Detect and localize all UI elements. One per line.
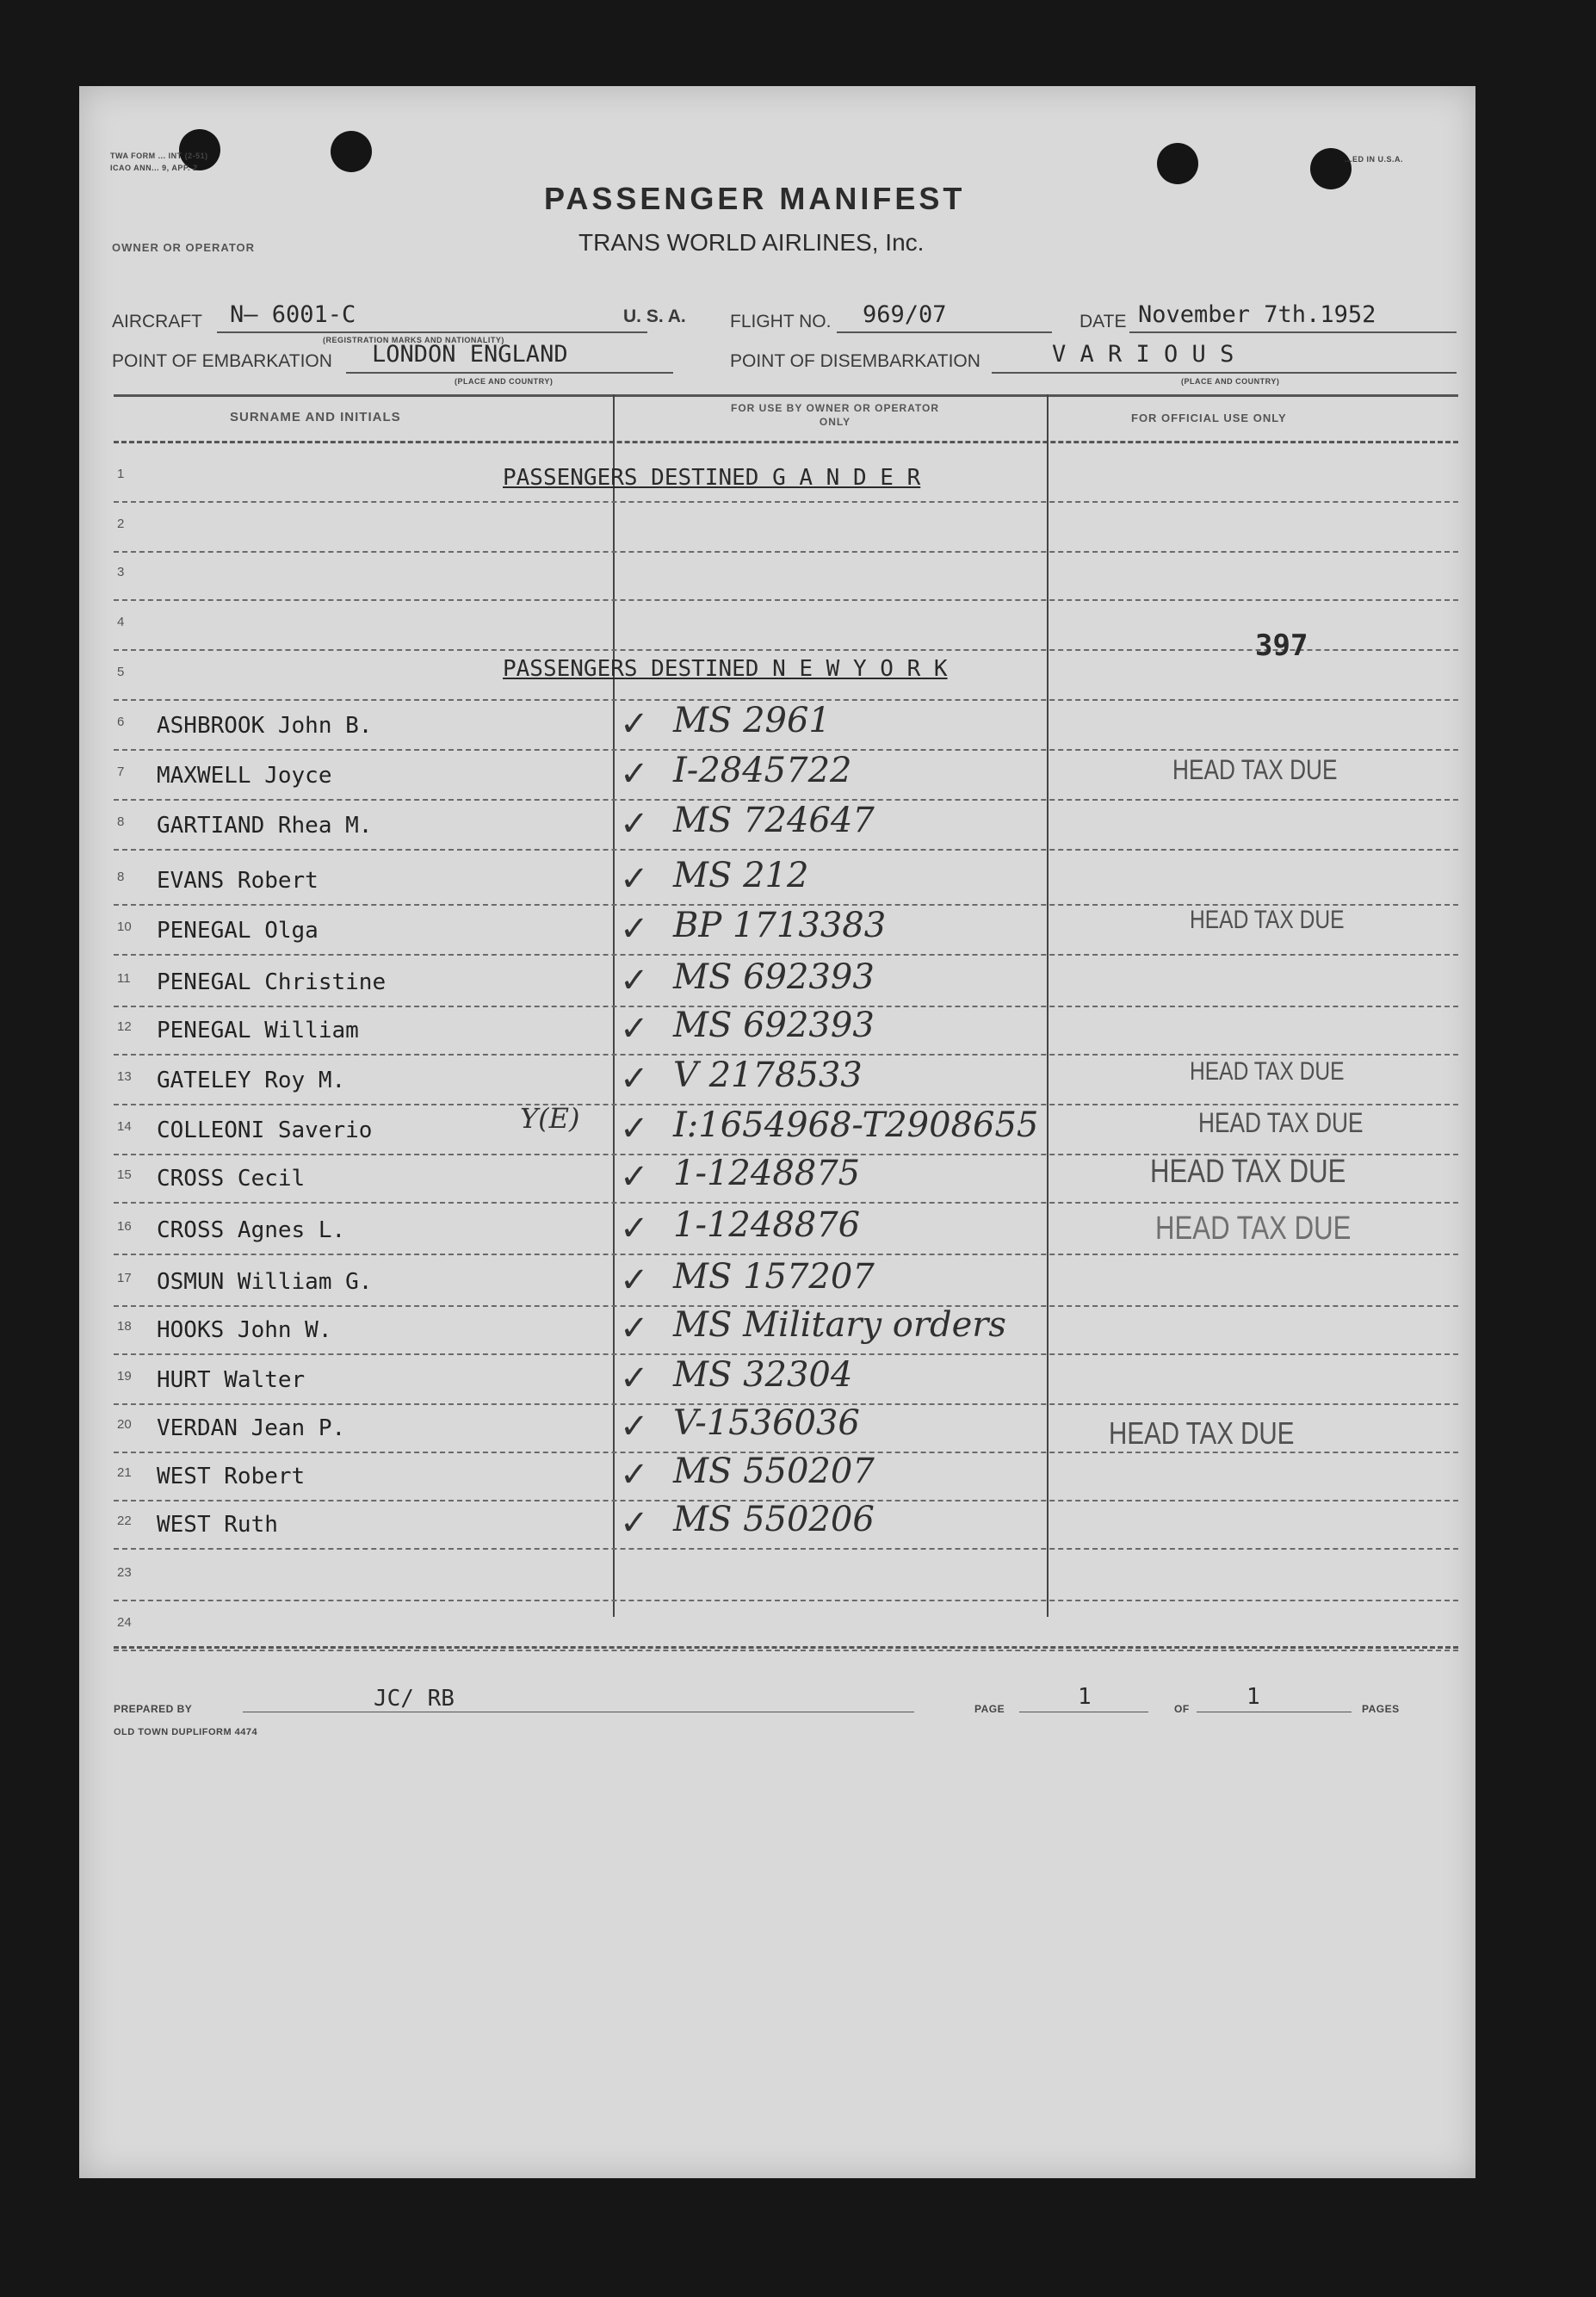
passenger-name: CROSS Agnes L. <box>157 1217 346 1243</box>
row-number: 3 <box>117 565 125 579</box>
printer-note: OLD TOWN DUPLIFORM 4474 <box>114 1727 258 1737</box>
form-id-line2: ICAO ANN... 9, APP. 2 <box>110 164 198 172</box>
row-divider <box>114 1254 1458 1255</box>
row-number: 15 <box>117 1167 132 1182</box>
aircraft-underline <box>217 331 647 333</box>
passenger-name: GATELEY Roy M. <box>157 1068 346 1093</box>
page-label: PAGE <box>974 1703 1005 1715</box>
of-value: 1 <box>1246 1684 1260 1710</box>
passenger-name: HURT Walter <box>157 1367 306 1393</box>
prepared-by-value: JC/ RB <box>374 1686 455 1712</box>
disembarkation-underline <box>992 372 1457 374</box>
official-number: 397 <box>1255 628 1308 663</box>
travel-document-number: V 2178533 <box>673 1056 863 1095</box>
row-number: 12 <box>117 1019 132 1034</box>
manifest-title: PASSENGER MANIFEST <box>544 181 966 216</box>
table-header-rule <box>114 441 1458 443</box>
check-mark: ✓ <box>620 961 649 1000</box>
passenger-name: WEST Ruth <box>157 1512 278 1538</box>
row-number: 6 <box>117 715 125 729</box>
manifest-page <box>79 86 1475 2178</box>
check-mark: ✓ <box>620 1407 649 1446</box>
passenger-name: CROSS Cecil <box>157 1166 306 1192</box>
col-surname-header: SURNAME AND INITIALS <box>230 410 401 424</box>
travel-document-number: MS 32304 <box>673 1355 853 1395</box>
check-mark: ✓ <box>620 1455 649 1495</box>
travel-document-number: 1-1248876 <box>673 1205 861 1245</box>
head-tax-stamp-13: HEAD TAX DUE <box>1190 1057 1345 1086</box>
passenger-name: PENEGAL Olga <box>157 918 319 944</box>
passenger-name: COLLEONI Saverio <box>157 1118 373 1143</box>
travel-document-number: 1-1248875 <box>673 1154 861 1193</box>
owner-operator-label: OWNER OR OPERATOR <box>112 241 256 254</box>
of-label: OF <box>1174 1703 1190 1715</box>
check-mark: ✓ <box>620 804 649 844</box>
row-divider <box>114 551 1458 553</box>
col-owner-header: FOR USE BY OWNER OR OPERATOR ONLY <box>730 402 940 428</box>
form-id-line1: TWA FORM ... INT (2-51) <box>110 152 208 160</box>
row-number: 10 <box>117 919 132 934</box>
embarkation-underline <box>346 372 673 374</box>
travel-document-number: MS Military orders <box>673 1305 1006 1345</box>
check-mark: ✓ <box>620 1359 649 1398</box>
row-divider <box>114 1650 1458 1651</box>
row-divider <box>114 1548 1458 1550</box>
row-number: 23 <box>117 1565 132 1580</box>
check-mark: ✓ <box>620 754 649 794</box>
head-tax-stamp-7: HEAD TAX DUE <box>1172 754 1338 785</box>
travel-document-number: BP 1713383 <box>673 906 887 945</box>
check-mark: ✓ <box>620 1009 649 1049</box>
head-tax-stamp-20: HEAD TAX DUE <box>1109 1415 1295 1451</box>
row-number: 8 <box>117 870 125 884</box>
check-mark: ✓ <box>620 704 649 744</box>
row-number: 7 <box>117 765 125 779</box>
row-divider <box>114 599 1458 601</box>
colleoni-mark: Y(E) <box>520 1102 580 1135</box>
place-note-2: (PLACE AND COUNTRY) <box>1181 377 1280 386</box>
head-tax-stamp-14: HEAD TAX DUE <box>1198 1107 1364 1138</box>
travel-document-number: MS 157207 <box>673 1257 875 1297</box>
passenger-name: MAXWELL Joyce <box>157 763 332 789</box>
page-value: 1 <box>1078 1684 1092 1710</box>
head-tax-stamp-16: HEAD TAX DUE <box>1155 1210 1352 1247</box>
passenger-name: EVANS Robert <box>157 868 319 894</box>
check-mark: ✓ <box>620 1059 649 1099</box>
check-mark: ✓ <box>620 1209 649 1248</box>
flight-no-value: 969/07 <box>863 301 947 328</box>
disembarkation-label: POINT OF DISEMBARKATION <box>730 351 980 371</box>
row-divider <box>114 1202 1458 1204</box>
row-number: 17 <box>117 1271 132 1285</box>
row-divider <box>114 954 1458 956</box>
row-number: 19 <box>117 1369 132 1384</box>
prepared-by-label: PREPARED BY <box>114 1703 193 1715</box>
row-number: 5 <box>117 665 125 679</box>
row-number: 21 <box>117 1465 132 1480</box>
head-tax-stamp-10: HEAD TAX DUE <box>1190 906 1345 934</box>
travel-document-number: MS 692393 <box>673 1006 875 1045</box>
travel-document-number: MS 212 <box>673 856 809 895</box>
travel-document-number: I-2845722 <box>673 751 852 790</box>
row-number: 13 <box>117 1069 132 1084</box>
embarkation-value: LONDON ENGLAND <box>372 341 568 368</box>
nationality: U. S. A. <box>623 306 686 326</box>
check-mark: ✓ <box>620 859 649 899</box>
top-right-text: ...ED IN U.S.A. <box>1345 155 1404 164</box>
embarkation-label: POINT OF EMBARKATION <box>112 351 332 371</box>
head-tax-stamp-15: HEAD TAX DUE <box>1150 1154 1346 1190</box>
check-mark: ✓ <box>620 1157 649 1197</box>
check-mark: ✓ <box>620 1260 649 1300</box>
check-mark: ✓ <box>620 1109 649 1148</box>
travel-document-number: MS 724647 <box>673 801 875 840</box>
disembarkation-value: V A R I O U S <box>1052 341 1234 368</box>
row-number: 24 <box>117 1615 132 1630</box>
passenger-name: HOOKS John W. <box>157 1317 332 1343</box>
passenger-name: WEST Robert <box>157 1464 306 1489</box>
row-number: 2 <box>117 517 125 531</box>
passenger-name: PENEGAL Christine <box>157 969 387 995</box>
check-mark: ✓ <box>620 1503 649 1543</box>
airline-name: TRANS WORLD AIRLINES, Inc. <box>578 229 925 256</box>
check-mark: ✓ <box>620 909 649 949</box>
row-number: 4 <box>117 615 125 629</box>
travel-document-number: MS 550206 <box>673 1500 875 1539</box>
flight-no-underline <box>837 331 1052 333</box>
date-underline <box>1129 331 1457 333</box>
row-number: 22 <box>117 1514 132 1528</box>
travel-document-number: I:1654968-T2908655 <box>673 1105 1039 1145</box>
row-number: 8 <box>117 814 125 829</box>
date-label: DATE <box>1079 312 1127 331</box>
passenger-name: VERDAN Jean P. <box>157 1415 346 1441</box>
section-new-york: PASSENGERS DESTINED N E W Y O R K <box>503 656 948 682</box>
place-note-1: (PLACE AND COUNTRY) <box>455 377 554 386</box>
passenger-name: OSMUN William G. <box>157 1269 373 1295</box>
travel-document-number: MS 550207 <box>673 1452 875 1491</box>
passenger-name: PENEGAL William <box>157 1018 359 1043</box>
row-number: 11 <box>117 971 131 986</box>
travel-document-number: V-1536036 <box>673 1403 860 1443</box>
row-number: 18 <box>117 1319 132 1334</box>
registration-note: (REGISTRATION MARKS AND NATIONALITY) <box>323 336 504 344</box>
aircraft-value: N— 6001-C <box>230 301 356 328</box>
row-divider <box>114 1600 1458 1601</box>
row-number: 14 <box>117 1119 132 1134</box>
check-mark: ✓ <box>620 1309 649 1348</box>
flight-no-label: FLIGHT NO. <box>730 312 832 331</box>
section-gander: PASSENGERS DESTINED G A N D E R <box>503 465 921 491</box>
col-official-header: FOR OFFICIAL USE ONLY <box>1131 412 1287 424</box>
aircraft-label: AIRCRAFT <box>112 312 202 331</box>
travel-document-number: MS 692393 <box>673 957 875 997</box>
table-bottom-rule <box>114 1646 1458 1649</box>
pages-label: PAGES <box>1362 1703 1400 1715</box>
table-top-rule <box>114 394 1458 397</box>
row-number: 20 <box>117 1417 132 1432</box>
row-divider <box>114 501 1458 503</box>
passenger-name: ASHBROOK John B. <box>157 713 373 739</box>
row-number: 1 <box>117 467 125 481</box>
travel-document-number: MS 2961 <box>673 701 831 740</box>
punch-hole-right <box>1157 143 1198 184</box>
row-divider <box>114 849 1458 851</box>
date-value: November 7th.1952 <box>1138 301 1376 328</box>
passenger-name: GARTIAND Rhea M. <box>157 813 373 839</box>
punch-hole-left-2 <box>331 131 372 172</box>
row-number: 16 <box>117 1219 132 1234</box>
